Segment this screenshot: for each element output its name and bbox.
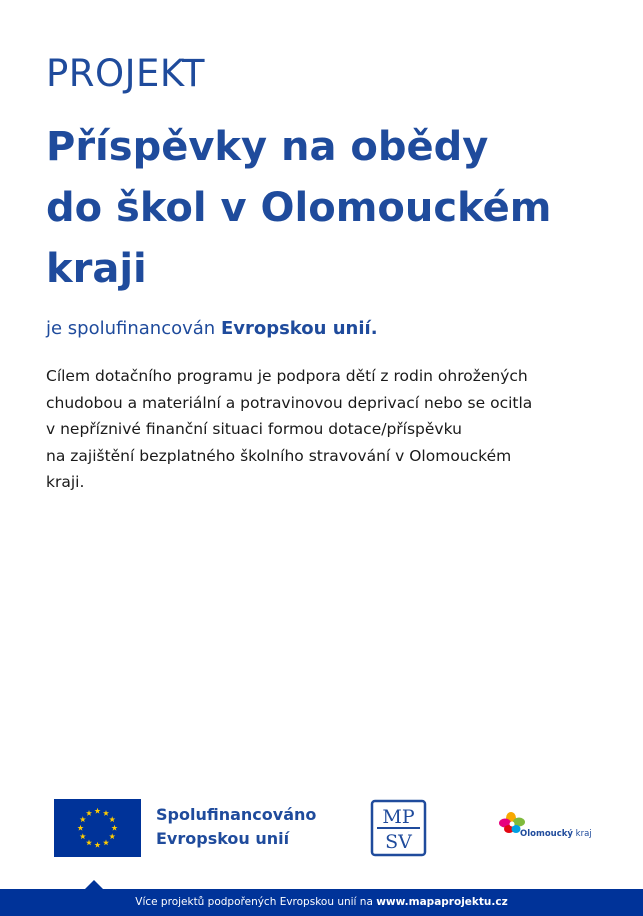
eu-star <box>77 825 83 831</box>
mpsv-logo-top: MP <box>382 806 415 828</box>
eu-label-line1: Spolufinancováno <box>156 805 317 824</box>
description-line: na zajištění bezplatného školního stravování v Olomouckém <box>46 446 512 465</box>
kicker: PROJEKT <box>46 52 205 95</box>
olomoucky-kraj-logo-text <box>520 829 592 839</box>
title-line: kraji <box>46 246 147 292</box>
olk-name-bold: Olomoucký <box>520 829 573 839</box>
description-line: kraji. <box>46 473 85 491</box>
flower-center <box>510 822 515 827</box>
eu-star <box>94 842 100 848</box>
eu-star <box>86 840 92 846</box>
page-title <box>46 117 606 300</box>
eu-stars <box>54 799 141 857</box>
eu-flag-icon <box>54 799 141 857</box>
description-line: Cílem dotačního programu je podpora dětí z rodin ohrožených <box>46 367 528 385</box>
olomoucky-kraj-flower-icon <box>497 811 597 845</box>
description <box>46 363 606 496</box>
cofinancing-emphasis: Evropskou unií. <box>220 318 378 339</box>
footer-notch <box>85 880 103 889</box>
footer-text <box>0 895 643 909</box>
description-line: chudobou a materiální a potravinovou deprivací nebo se ocitla <box>46 393 533 412</box>
mpsv-logo-bottom: SV <box>385 831 412 853</box>
eu-star <box>86 810 92 816</box>
eu-label-line2: Evropskou unií <box>156 829 290 848</box>
eu-star <box>80 833 86 839</box>
eu-star <box>109 833 115 839</box>
cofinancing-prefix: je spolufinancován <box>46 318 221 339</box>
title-line: do škol v Olomouckém <box>46 185 552 231</box>
title-line: Příspěvky na obědy <box>46 124 489 170</box>
eu-star <box>103 810 109 816</box>
eu-star <box>103 840 109 846</box>
footer-link[interactable]: www.mapaprojektu.cz <box>376 896 508 908</box>
eu-star <box>94 808 100 814</box>
eu-star <box>111 825 117 831</box>
eu-star <box>109 816 115 822</box>
footer-prefix: Více projektů podpořených Evropskou unií na <box>135 896 377 908</box>
eu-star <box>80 816 86 822</box>
olk-name-regular: kraj <box>572 829 592 839</box>
description-line: v nepříznivé finanční situaci formou dotace/příspěvku <box>46 420 462 438</box>
eu-cofinanced-label <box>156 803 316 851</box>
mpsv-logo <box>370 799 427 857</box>
cofinancing-statement <box>46 315 378 343</box>
